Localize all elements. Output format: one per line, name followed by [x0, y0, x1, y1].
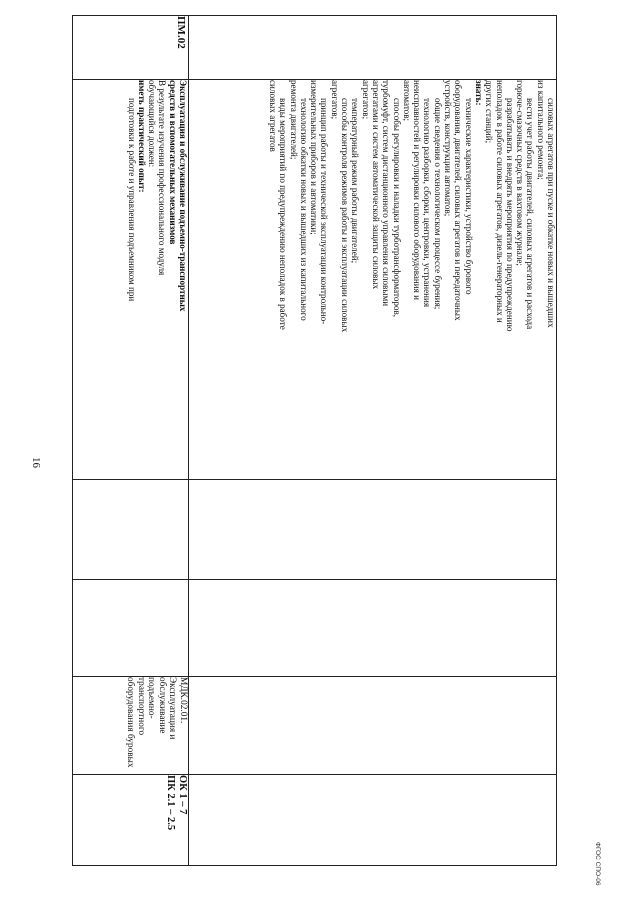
text-line: В результате изучения профессионального модуля — [157, 80, 168, 276]
page-number: 16 — [30, 457, 42, 468]
mdk-line: подъемно- — [146, 677, 157, 719]
text-line: других станций; — [484, 80, 495, 144]
text-line: Эксплуатация и обслуживание подъемно-транспортных — [178, 80, 188, 312]
text-line: технические характеристики, устройство бурового — [463, 98, 474, 295]
text-line: агрегатов; — [329, 80, 340, 120]
mdk-cell — [189, 677, 557, 775]
text-line: турбомуфт, систем дистанционного управления силовыми — [381, 80, 392, 307]
text-line: горюче-смазочных средств в вахтовом журнале; — [515, 80, 526, 266]
text-line: вести учет работы двигателей, силовых агрегатов и расхода — [525, 98, 536, 330]
text-line: агрегатов; — [360, 80, 371, 120]
text-line: технологию обкатки новых и вышедших из капитального — [298, 98, 309, 321]
text-line: способы регулировки и наладки турботрансформаторов, — [391, 98, 402, 318]
mdk-line: обслуживание — [156, 677, 167, 734]
text-line: неисправностей и регулировки силового оборудования и — [412, 80, 423, 300]
text-line: технологию разборки, сборки, центровки, устранения — [422, 98, 433, 308]
module-code-cell — [189, 16, 557, 80]
module-code-cell — [73, 16, 189, 80]
mdk-name — [124, 677, 188, 774]
module-code: ПМ.02 — [175, 16, 187, 49]
hours-class-cell — [73, 580, 189, 677]
program-table — [72, 15, 557, 866]
competency-code: ОК 1 – 7 — [177, 775, 188, 815]
competencies-cell — [189, 775, 557, 866]
module-content-cell — [189, 80, 557, 480]
table-row — [189, 16, 557, 866]
module-content-cell — [73, 80, 189, 480]
text-line: устройств, конструкции автоматов; — [443, 80, 454, 217]
rotated-table-sheet — [73, 15, 557, 865]
mdk-cell — [73, 677, 189, 775]
competencies-cell — [73, 775, 189, 866]
text-line: из капитального ремонта; — [535, 80, 546, 180]
mdk-line: Эксплуатация и — [167, 677, 178, 740]
hours-class-cell — [189, 580, 557, 677]
table-row — [73, 16, 189, 866]
text-line: ремонта двигателей; — [288, 80, 299, 160]
competency-code: ПК 2.1 – 2.5 — [164, 775, 176, 831]
mdk-line: МДК.02.01. — [178, 677, 188, 724]
text-line: знать: — [473, 80, 484, 106]
text-line: виды мероприятий по предупреждению неполадок в работе — [278, 98, 289, 330]
mdk-line: оборудования буровых — [125, 677, 136, 768]
text-line: автоматов; — [401, 80, 412, 122]
text-line: общие сведения о технологическом процессе бурения; — [432, 98, 443, 310]
text-line: принцип работы и технической эксплуатации контрольно- — [319, 98, 330, 325]
text-line: способы контроля режимов работы и эксплуатации силовых — [340, 98, 351, 333]
text-line: обучающийся должен: — [147, 80, 158, 168]
text-line: иметь практический опыт: — [136, 80, 147, 193]
text-line: силовых агрегатов при пуске и обкатке новых и вышедших — [546, 98, 556, 328]
hours-max-cell — [189, 480, 557, 580]
footer-code: ФГОС СПО-06 — [594, 842, 601, 886]
mdk-line: транспортного — [135, 677, 146, 736]
competency-codes — [163, 775, 188, 865]
text-line: оборудования, двигателей, силовых агрегатов и передаточных — [453, 80, 464, 321]
text-line: силовых агрегатов — [267, 80, 278, 152]
text-line: измерительных приборов и автоматики; — [309, 80, 320, 235]
text-line: подготовки к работе и управления подъемником при — [126, 98, 137, 302]
hours-max-cell — [73, 480, 189, 580]
text-line: разрабатывать и внедрять мероприятия по предупреждению — [504, 98, 515, 332]
text-line: средств и вспомогательных механизмов — [167, 80, 178, 245]
text-line: температурный режим работы двигателей; — [350, 98, 361, 264]
text-line: агрегатами и систем автоматической защиты силовых — [370, 80, 381, 289]
text-line: неполадок в работе силовых агрегатов, дизель-генераторных и — [494, 80, 505, 323]
